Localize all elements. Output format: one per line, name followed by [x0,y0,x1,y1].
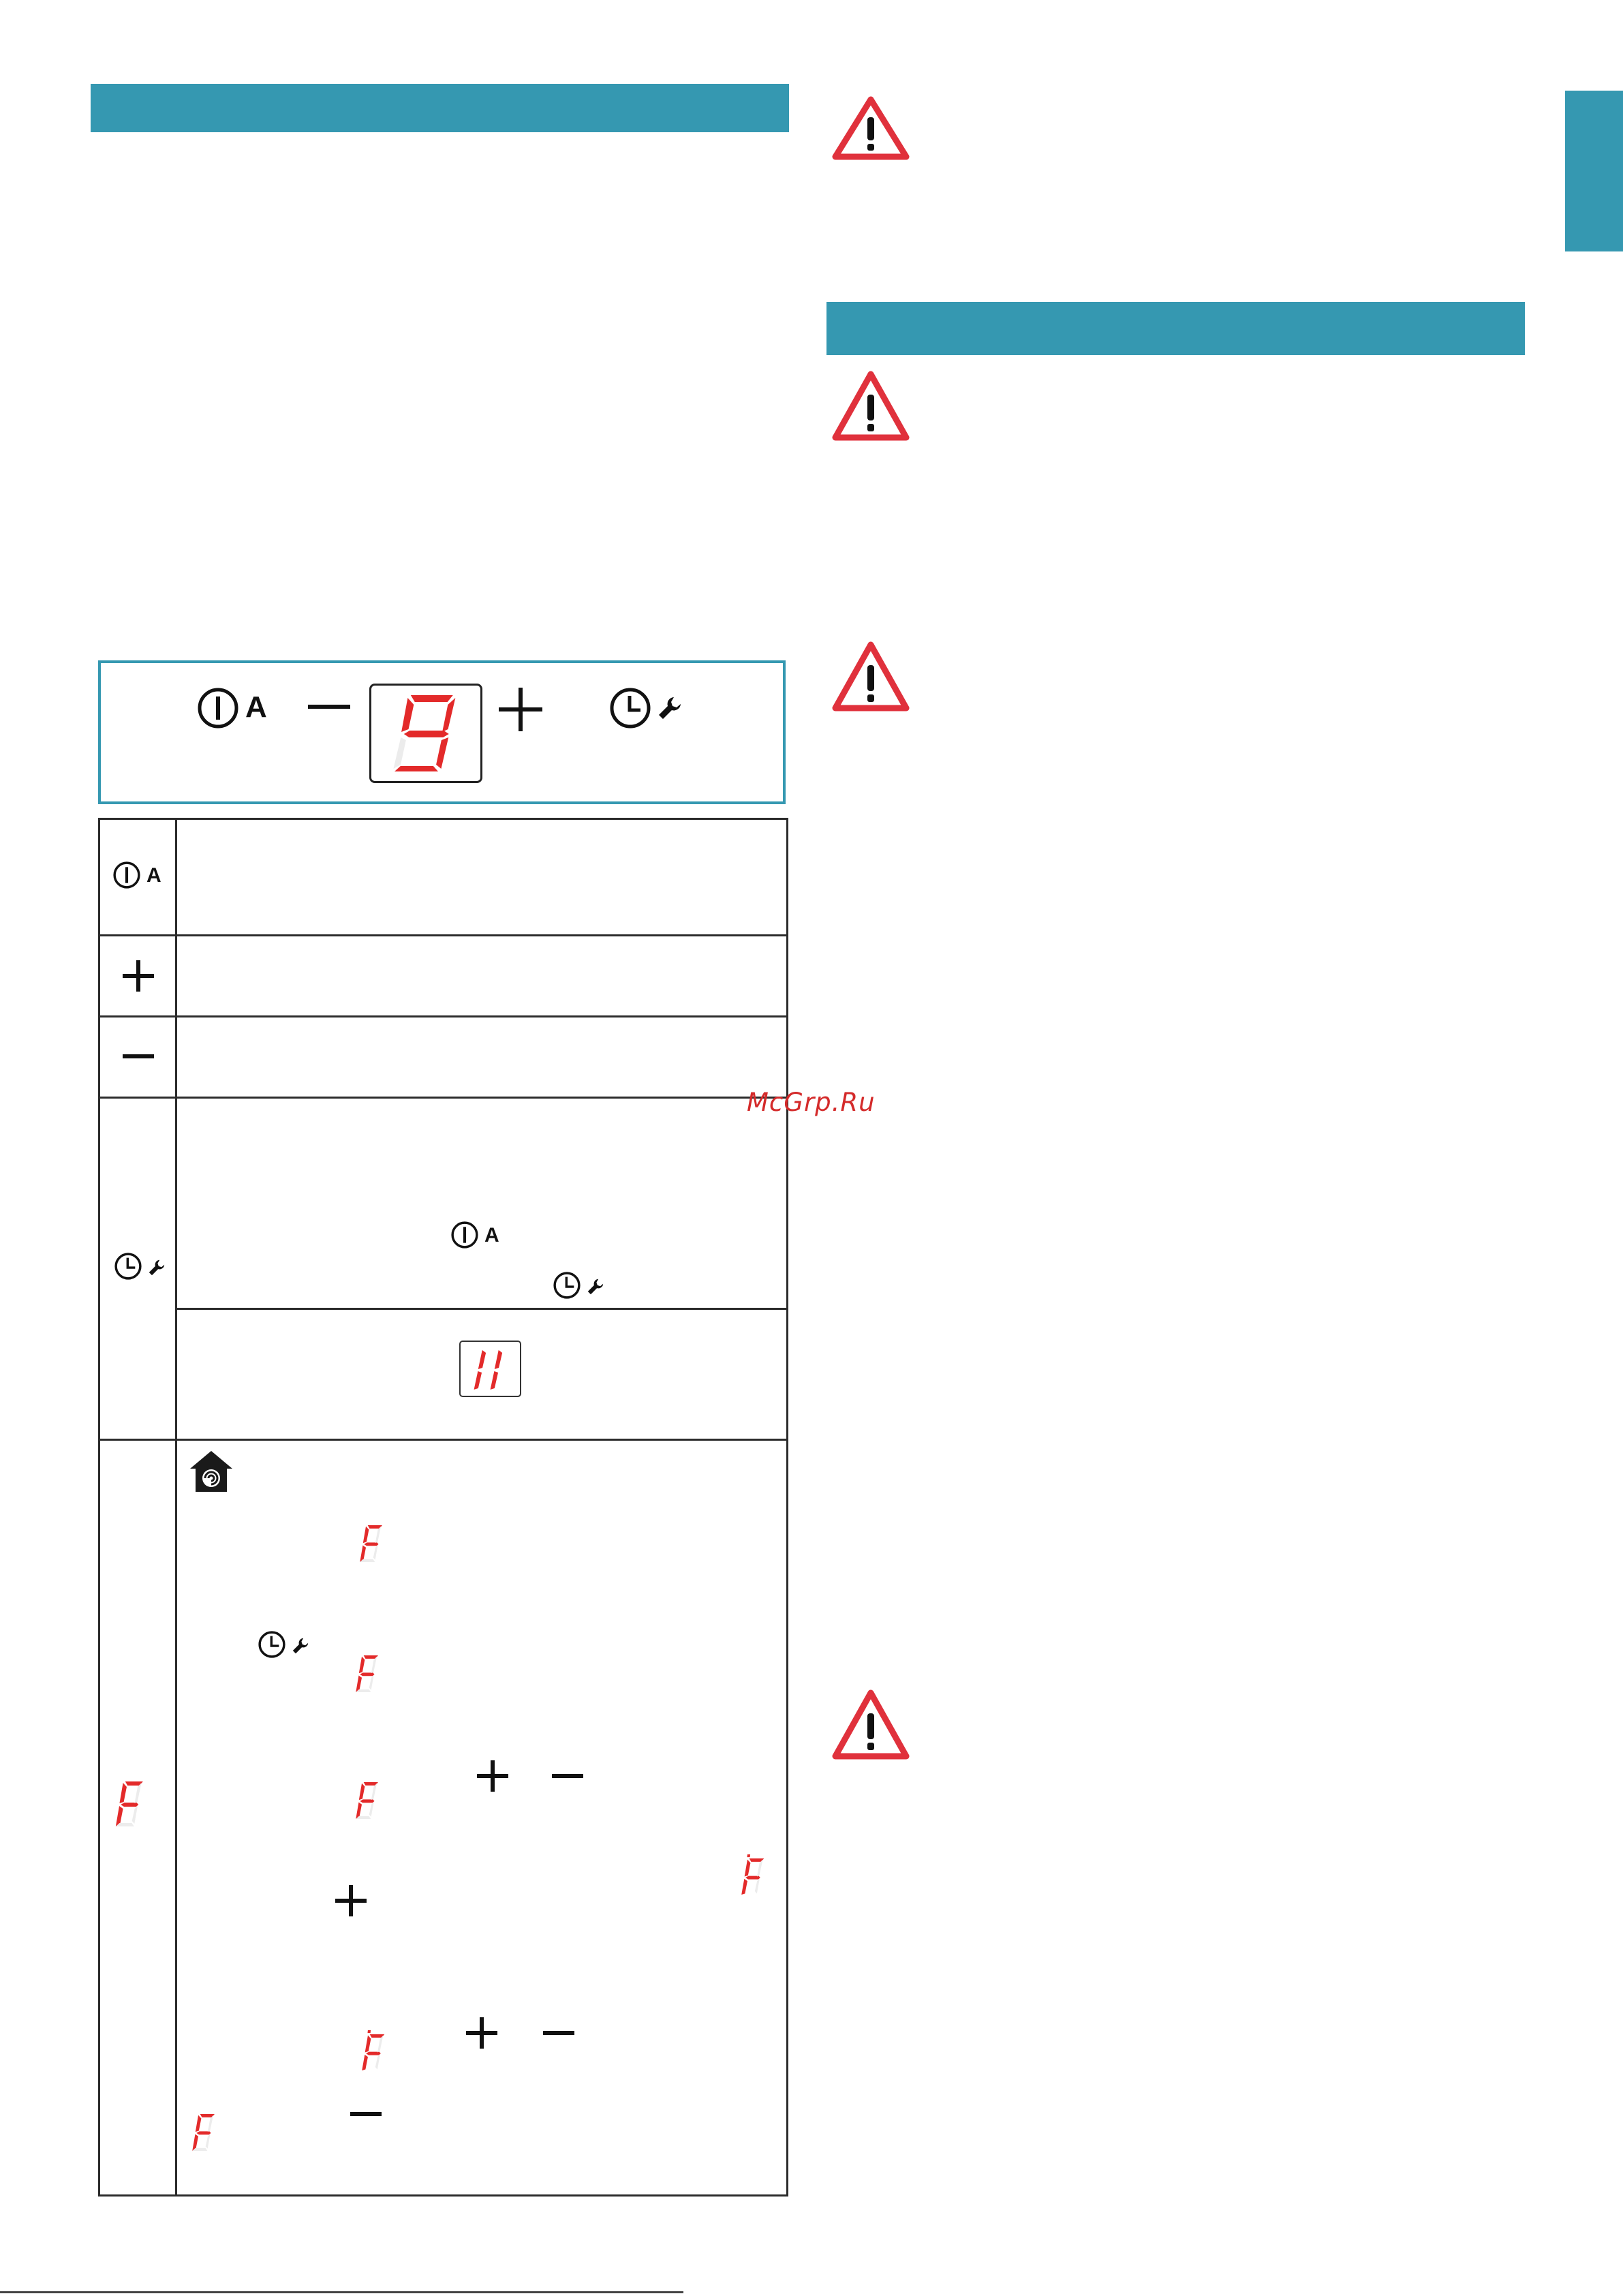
minus-icon [552,1774,583,1778]
plus-icon [335,1885,367,1916]
clock-icon [257,1629,287,1659]
power-auto-button[interactable] [196,685,275,733]
display-f-dot-icon [741,1854,768,1896]
display-f-icon [194,2113,218,2152]
power-icon [196,686,240,730]
minus-icon [308,705,350,709]
small-display-11 [459,1341,521,1397]
timer-settings-button[interactable] [608,685,690,733]
right-section-header-bar [826,302,1525,355]
warning-icon [831,641,910,712]
table-row-power-icon [112,860,166,891]
plus-icon-vertical [519,688,523,731]
plus-icon [123,960,154,992]
auto-letter: A [484,1224,499,1246]
display-f-icon [361,1524,386,1563]
display-f-dot-icon [361,2030,388,2072]
table-row-divider [98,934,788,936]
buttons-table [98,818,788,2196]
inline-timer-settings-icon [552,1270,606,1302]
main-display [369,684,482,783]
display-digit-9 [399,694,460,774]
table-row-divider [98,1015,788,1017]
inline-power-auto-icon [450,1220,504,1251]
wrench-icon [586,1277,605,1296]
minus-button[interactable] [305,694,353,721]
power-icon [450,1220,480,1250]
clock-icon [552,1270,582,1300]
clock-icon [113,1251,143,1281]
home-hood-icon [189,1450,234,1493]
warning-icon [831,1689,910,1760]
table-row-timer-icon [113,1251,168,1283]
filter-f-icon [117,1780,147,1828]
auto-letter: A [146,864,161,887]
warning-icon [831,95,910,160]
language-tab [1565,91,1623,251]
minus-icon [123,1054,154,1058]
minus-icon [350,2112,382,2116]
plus-button[interactable] [496,686,545,735]
table-row-divider [98,1097,788,1099]
plus-icon [466,2017,497,2049]
display-f-icon [357,1781,382,1820]
table-subrow-divider [175,1308,788,1310]
minus-icon [543,2031,574,2035]
display-f-icon [357,1654,382,1694]
display-digit-11 [472,1349,512,1391]
footer-rule [0,2291,683,2293]
plus-icon [477,1760,508,1792]
clock-icon [608,686,652,730]
auto-letter: A [245,690,267,724]
power-icon [112,860,142,890]
wrench-icon [147,1258,166,1277]
table-column-divider [175,818,177,2196]
left-section-header-bar [91,84,789,132]
wrench-icon [291,1636,310,1655]
inline-timer-settings-icon [257,1629,311,1661]
warning-icon [831,370,910,442]
table-row-divider [98,1439,788,1441]
watermark: McGrp.Ru [747,1088,876,1117]
wrench-icon [656,694,683,722]
